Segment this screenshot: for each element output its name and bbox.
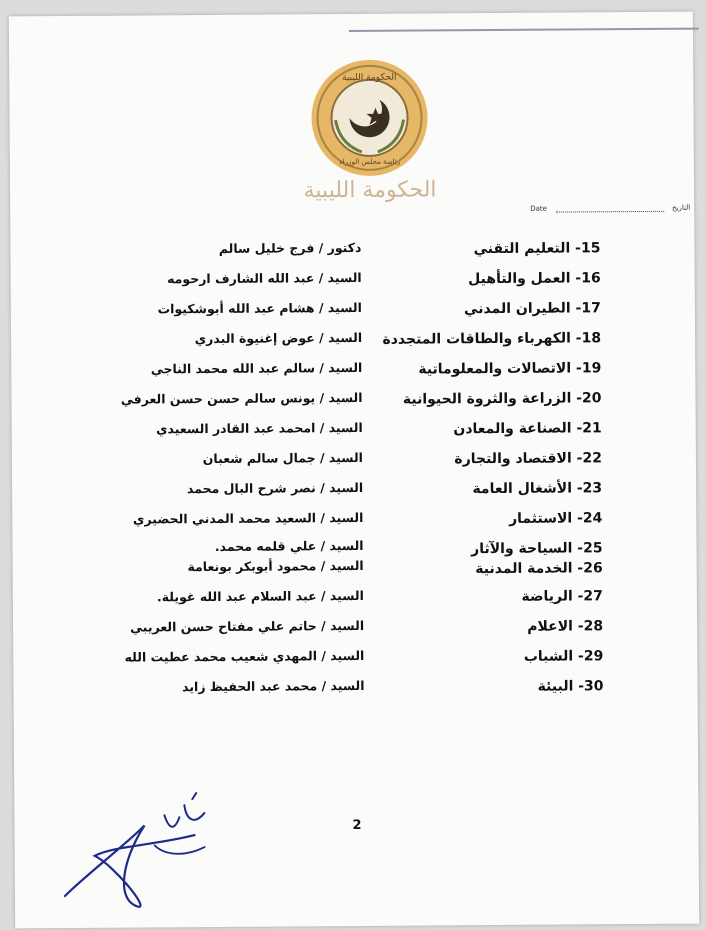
seal-text: الحكومة الليبية [342, 72, 397, 84]
government-title: الحكومة الليبية [303, 177, 437, 204]
minister-name: دكتور / فرج خليل سالم [218, 239, 362, 256]
ministry-item: 28- الاعلام [527, 618, 604, 635]
ministry-item: 21- الصناعة والمعادن [453, 420, 602, 438]
date-label-en: Date [530, 204, 547, 213]
minister-name: السيد / حاتم علي مفتاح حسن العريبي [130, 617, 365, 635]
ministry-item: 25- السياحة والآثار [471, 540, 603, 558]
date-label-ar: التاريخ [671, 203, 691, 212]
minister-name: السيد / هشام عبد الله أبوشكيوات [157, 299, 362, 317]
seal-subtext: رئاسة مجلس الوزراء [339, 157, 401, 167]
ministry-item: 18- الكهرباء والطاقات المتجددة [382, 330, 602, 348]
ministry-item: 20- الزراعة والثروة الحيوانية [402, 390, 602, 408]
minister-name: السيد / عبد السلام عبد الله غويلة. [156, 587, 364, 605]
top-edge-line [349, 28, 699, 32]
minister-name: السيد / جمال سالم شعبان [202, 449, 363, 467]
minister-name: السيد / السعيد محمد المدني الحضيري [132, 509, 364, 527]
minister-name: السيد / محمد عبد الحفيظ زايد [182, 677, 365, 695]
minister-name: السيد / المهدي شعيب محمد عطيت الله [124, 647, 365, 665]
ministry-item: 26- الخدمة المدنية [475, 560, 603, 578]
minister-name: السيد / علي قلمه محمد. [214, 537, 364, 554]
ministry-item: 29- الشباب [523, 648, 604, 665]
minister-name: السيد / يونس سالم حسن حسن العرفي [120, 389, 363, 407]
minister-name: السيد / سالم عبد الله محمد الناجي [150, 359, 363, 377]
minister-name: السيد / محمود أبوبكر بونعامة [187, 557, 364, 575]
ministry-item: 17- الطيران المدني [463, 300, 601, 318]
ministry-item: 19- الاتصالات والمعلوماتية [418, 360, 602, 378]
ministry-item: 30- البيئة [537, 678, 604, 695]
signature-icon [54, 785, 225, 926]
date-dotted-line [556, 211, 664, 213]
date-line [530, 204, 690, 219]
ministry-item: 24- الاستثمار [508, 510, 603, 527]
ministry-item: 15- التعليم التقني [473, 240, 601, 258]
page-number: 2 [352, 817, 362, 834]
government-seal-icon [309, 57, 430, 178]
ministry-item: 23- الأشغال العامة [472, 480, 603, 498]
minister-name: السيد / امحمد عبد القادر السعيدي [155, 419, 363, 437]
document-page [9, 12, 699, 929]
minister-name: السيد / عوض إغنيوة البدري [194, 329, 363, 347]
minister-name: السيد / نصر شرح البال محمد [186, 479, 364, 497]
ministry-item: 22- الاقتصاد والتجارة [454, 450, 602, 468]
ministry-item: 16- العمل والتأهيل [468, 270, 601, 288]
ministry-item: 27- الرياضة [521, 588, 603, 605]
minister-name: السيد / عبد الله الشارف ارحومه [166, 269, 362, 287]
